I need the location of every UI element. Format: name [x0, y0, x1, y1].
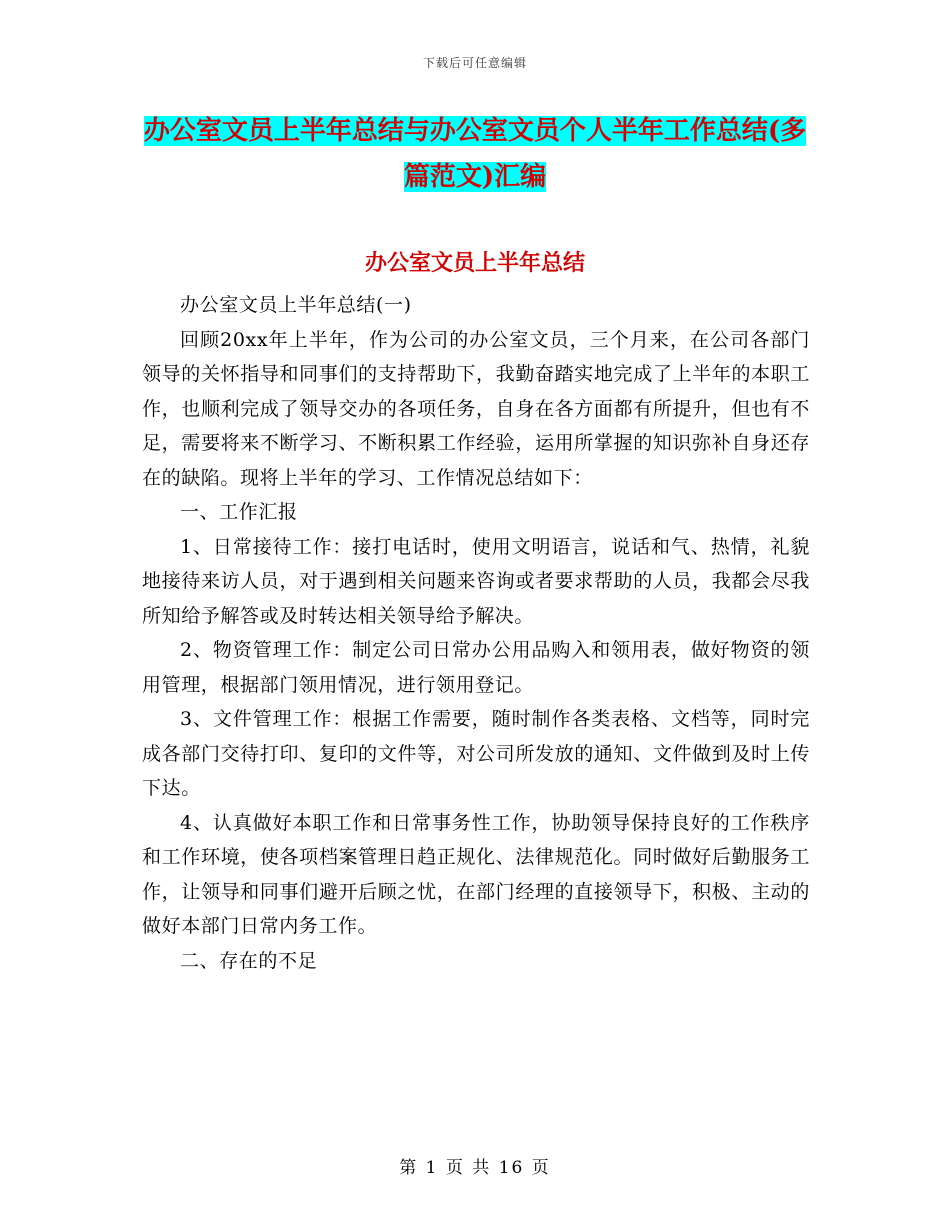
paragraph-daily-duties: 4、认真做好本职工作和日常事务性工作，协助领导保持良好的工作秩序和工作环境，使各项档案管理日趋正规化、法律规范化。同时做好后勤服务工作，让领导和同事们避开后顾之忧，在部门经理的直接领导下，积极、主动的做好本部门日常内务工作。: [142, 811, 810, 937]
subheading-part-one: 办公室文员上半年总结(一): [180, 294, 412, 316]
paragraph-supplies-work: 2、物资管理工作：制定公司日常办公用品购入和领用表，做好物资的领用管理，根据部门领用情况，进行领用登记。: [142, 639, 810, 696]
paragraph-document-work: 3、文件管理工作：根据工作需要，随时制作各类表格、文档等，同时完成各部门交待打印、复印的文件等，对公司所发放的通知、文件做到及时上传下达。: [142, 708, 810, 799]
subheading-work-report: 一、工作汇报: [180, 501, 298, 523]
document-body: [142, 288, 810, 978]
paragraph-intro: 回顾20xx年上半年，作为公司的办公室文员，三个月来，在公司各部门领导的关怀指导和同事们的支持帮助下，我勤奋踏实地完成了上半年的本职工作，也顺利完成了领导交办的各项任务，自身在各方面都有所提升，但也有不足，需要将来不断学习、不断积累工作经验，运用所掌握的知识弥补自身还存在的缺陷。现将上半年的学习、工作情况总结如下：: [142, 328, 810, 489]
page-number-footer: 第 1 页 共 16 页: [399, 1158, 551, 1178]
paragraph-reception-work: 1、日常接待工作：接打电话时，使用文明语言，说话和气、热情，礼貌地接待来访人员，对于遇到相关问题来咨询或者要求帮助的人员，我都会尽我所知给予解答或及时转达相关领导给予解决。: [142, 535, 810, 627]
subheading-shortcomings: 二、存在的不足: [180, 949, 318, 972]
document-title-text: 办公室文员上半年总结与办公室文员个人半年工作总结(多篇范文)汇编: [143, 116, 807, 192]
section-title: 办公室文员上半年总结: [364, 250, 585, 276]
document-title: [140, 108, 810, 200]
header-note: 下载后可任意编辑: [422, 56, 527, 70]
